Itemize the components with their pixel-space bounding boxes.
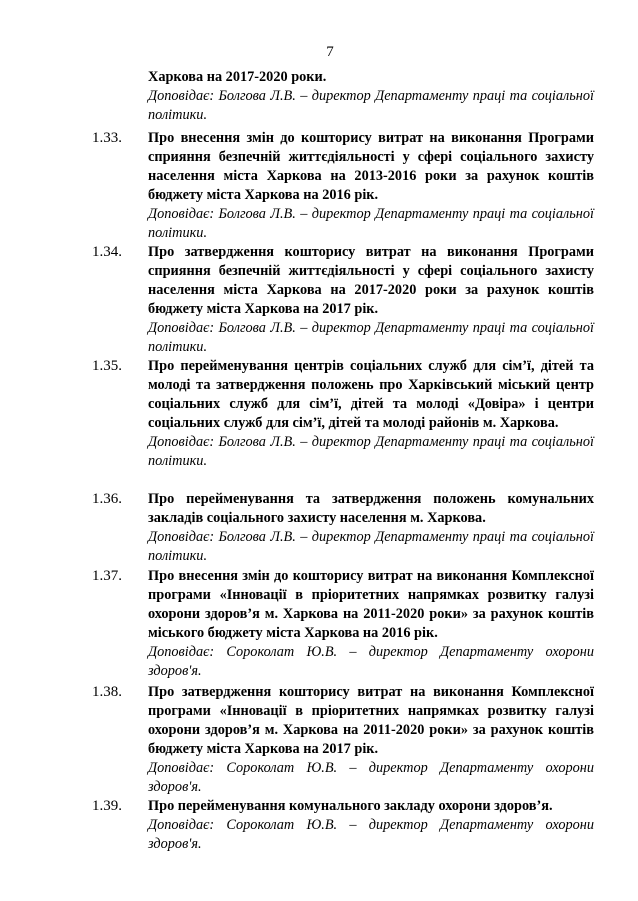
- speaker-label: Доповідає:: [148, 644, 215, 660]
- item-number: 1.36.: [92, 491, 122, 507]
- item-number: 1.34.: [92, 244, 122, 260]
- item-title: Про затвердження кошторису витрат на виконання Програми сприяння безпечній життєдіяльності у сфері соціального захисту населення міста Харкова на 2017-2020 роки за рахунок коштів бюджету міста Харкова на 2017 рік.: [148, 244, 594, 317]
- item-title: Про перейменування центрів соціальних служб для сім’ї, дітей та молоді та затвердження положень про Харківський міський центр соціальних служб для сім’ї, дітей та молоді «Довіра» і центри соціальних служб для сім’ї, дітей та молоді районів м. Харкова.: [148, 358, 594, 431]
- item-body: [148, 243, 594, 357]
- item-speaker: [148, 816, 594, 854]
- speaker-label: Доповідає:: [148, 206, 215, 222]
- item-speaker: [148, 205, 594, 243]
- item-body: [148, 129, 594, 243]
- speaker-label: Доповідає:: [148, 817, 215, 833]
- item-body: [148, 683, 594, 797]
- item-speaker: [148, 759, 594, 797]
- item-number: 1.39.: [92, 798, 122, 814]
- speaker-label: Доповідає:: [148, 529, 215, 545]
- item-body: [148, 567, 594, 681]
- speaker-text: Болгова Л.В. – директор Департаменту праці та соціальної політики.: [148, 434, 595, 469]
- speaker-label: Доповідає:: [148, 88, 215, 104]
- speaker-text: Сороколат Ю.В. – директор Департаменту охорони здоров'я.: [148, 817, 595, 852]
- continued-agenda-item: [148, 68, 594, 125]
- item-number: 1.33.: [92, 130, 122, 146]
- speaker-text: Болгова Л.В. – директор Департаменту праці та соціальної політики.: [148, 206, 595, 241]
- item-body: [148, 357, 594, 471]
- speaker-text: Сороколат Ю.В. – директор Департаменту охорони здоров'я.: [148, 644, 595, 679]
- speaker-label: Доповідає:: [148, 760, 215, 776]
- speaker-label: Доповідає:: [148, 434, 215, 450]
- item-speaker: [148, 319, 594, 357]
- speaker-text: Болгова Л.В. – директор Департаменту праці та соціальної політики.: [148, 320, 595, 355]
- continued-item-speaker: [148, 87, 594, 125]
- continued-item-title: Харкова на 2017-2020 роки.: [148, 69, 327, 85]
- speaker-label: Доповідає:: [148, 320, 215, 336]
- item-title: Про перейменування та затвердження положень комунальних закладів соціального захисту населення м. Харкова.: [148, 491, 594, 526]
- item-number: 1.35.: [92, 358, 122, 374]
- item-body: [148, 490, 594, 566]
- item-title: Про внесення змін до кошторису витрат на виконання Програми сприяння безпечній життєдіяльності у сфері соціального захисту населення міста Харкова на 2013-2016 роки за рахунок коштів бюджету міста Харкова на 2016 рік.: [148, 130, 594, 203]
- item-speaker: [148, 528, 594, 566]
- item-speaker: [148, 643, 594, 681]
- speaker-text: Болгова Л.В. – директор Департаменту праці та соціальної політики.: [148, 529, 595, 564]
- page-number: 7: [326, 44, 334, 60]
- item-number: 1.38.: [92, 684, 122, 700]
- item-title: Про затвердження кошторису витрат на виконання Комплексної програми «Інновації в пріоритетних напрямках розвитку галузі охорони здоров’я м. Харкова на 2011-2020 роки» за рахунок коштів бюджету міста Харкова на 2017 рік.: [148, 684, 594, 757]
- item-speaker: [148, 433, 594, 471]
- item-body: [148, 797, 594, 854]
- speaker-text: Болгова Л.В. – директор Департаменту праці та соціальної політики.: [148, 88, 595, 123]
- item-title: Про перейменування комунального закладу охорони здоров’я.: [148, 798, 553, 814]
- item-number: 1.37.: [92, 568, 122, 584]
- item-title: Про внесення змін до кошторису витрат на виконання Комплексної програми «Інновації в пріоритетних напрямках розвитку галузі охорони здоров’я м. Харкова на 2011-2020 роки» за рахунок коштів міського бюджету міста Харкова на 2016 рік.: [148, 568, 594, 641]
- speaker-text: Сороколат Ю.В. – директор Департаменту охорони здоров'я.: [148, 760, 595, 795]
